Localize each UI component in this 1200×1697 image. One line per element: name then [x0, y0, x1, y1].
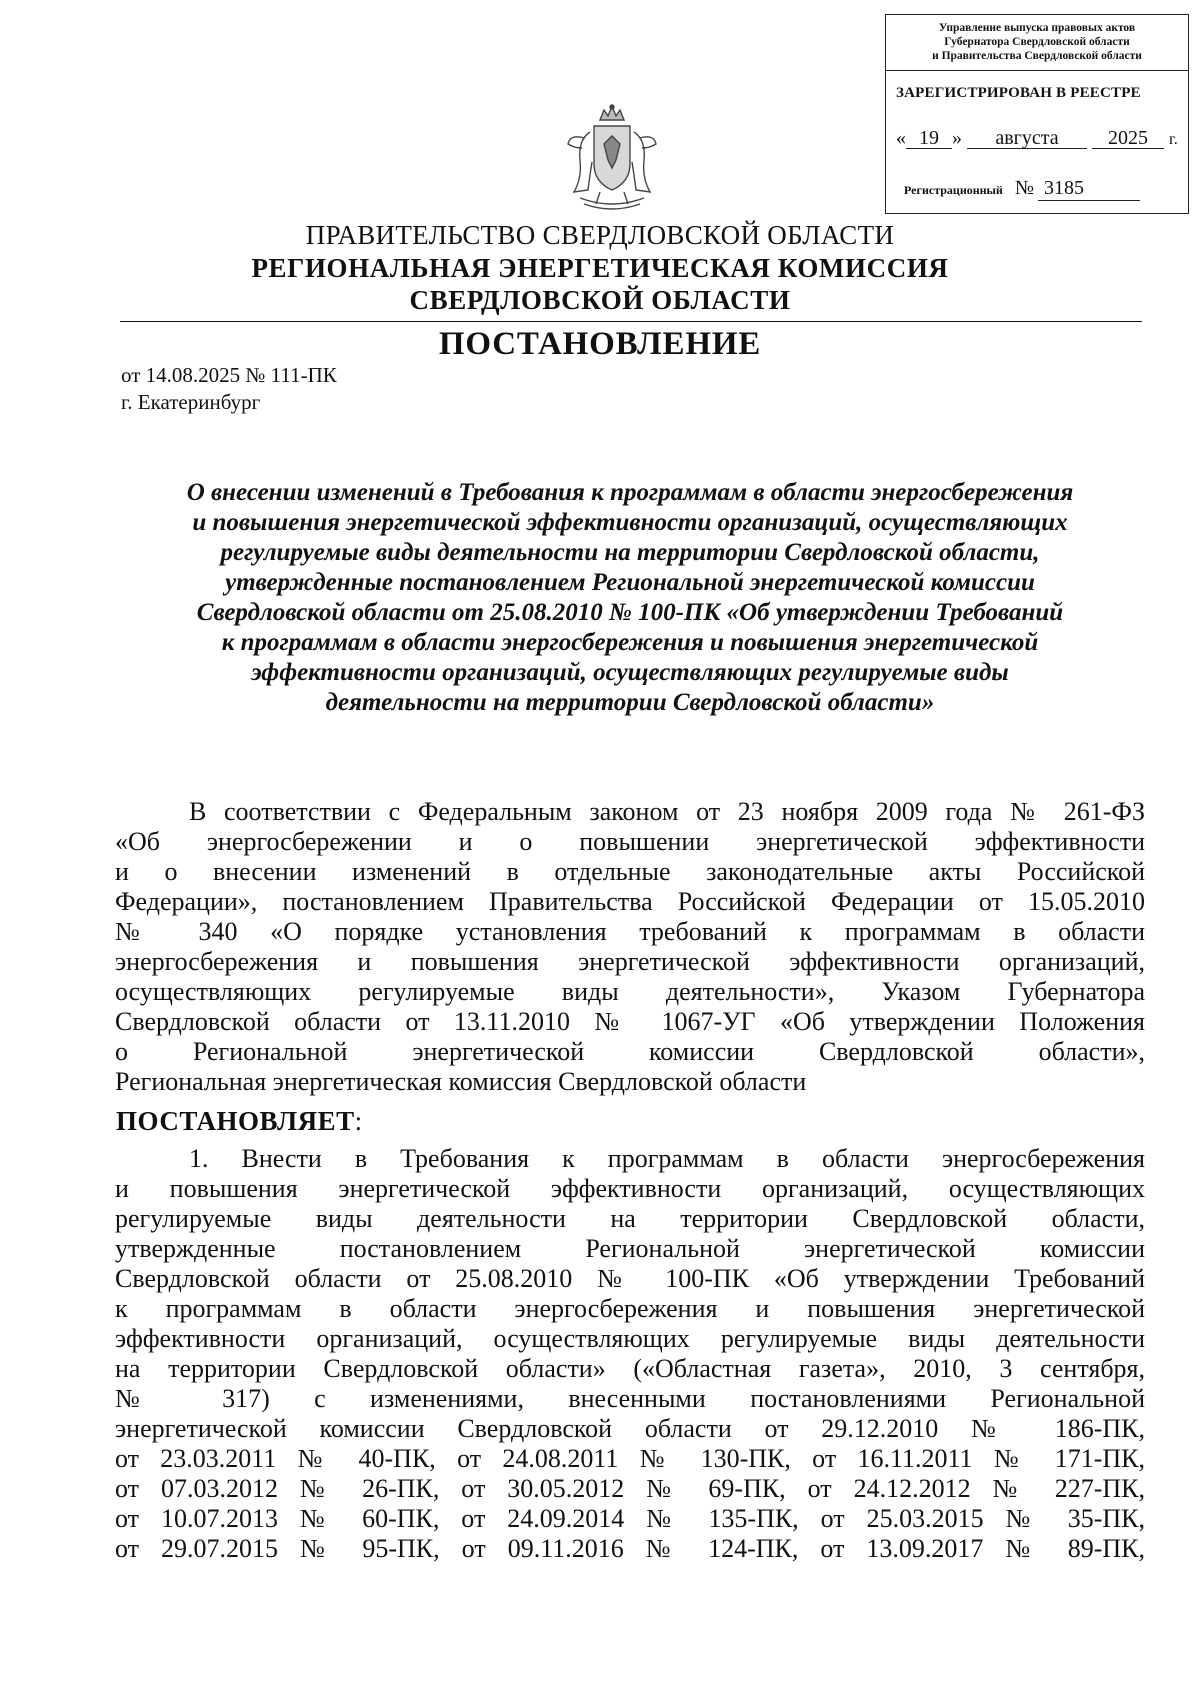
stamp-registered-label: ЗАРЕГИСТРИРОВАН В РЕЕСТРЕ	[896, 85, 1141, 101]
document-type-title: ПОСТАНОВЛЕНИЕ	[438, 326, 762, 362]
decree-word: ПОСТАНОВЛЯЕТ	[116, 1106, 355, 1136]
stamp-date-day: 19	[906, 128, 952, 149]
preamble-line: В соответствии с Федеральным законом от 23 ноября 2009 года № 261-ФЗ	[189, 797, 1145, 826]
item-1-line: 1. Внести в Требования к программам в области энергосбережения	[189, 1144, 1145, 1173]
item-1-line: к программам в области энергосбережения и повышения энергетической	[115, 1294, 1145, 1323]
item-1-line: эффективности организаций, осуществляющих регулируемые виды деятельности	[115, 1324, 1145, 1353]
item-1-line: утвержденные постановлением Региональной энергетической комиссии	[115, 1234, 1145, 1263]
stamp-header-line: Губернатора Свердловской области	[944, 36, 1130, 48]
preamble-line: осуществляющих регулируемые виды деятельности», Указом Губернатора	[115, 977, 1145, 1006]
document-city: г. Екатеринбург	[121, 390, 261, 414]
stamp-date-close-quote: »	[952, 127, 962, 149]
commission-name-line1: РЕГИОНАЛЬНАЯ ЭНЕРГЕТИЧЕСКАЯ КОМИССИЯ	[251, 253, 949, 283]
stamp-header-line: Управление выпуска правовых актов	[938, 22, 1136, 34]
decree-colon: :	[354, 1106, 363, 1136]
item-1-line: от 07.03.2012 № 26-ПК, от 30.05.2012 № 69-ПК, от 24.12.2012 № 227-ПК,	[115, 1474, 1145, 1503]
title-line: деятельности на территории Свердловской области»	[325, 689, 935, 716]
preamble-paragraph	[115, 797, 1145, 1097]
title-line: О внесении изменений в Требования к программам в области энергосбережения	[186, 479, 1074, 506]
stamp-date-month: августа	[967, 128, 1087, 149]
title-line: и повышения энергетической эффективности организаций, осуществляющих	[192, 509, 1068, 536]
preamble-line: энергосбережения и повышения энергетической эффективности организаций,	[115, 947, 1145, 976]
preamble-line: о Региональной энергетической комиссии Свердловской области»,	[115, 1037, 1145, 1066]
stamp-header-line: и Правительства Свердловской области	[932, 50, 1142, 62]
stamp-reg-label: Регистрационный	[904, 183, 1003, 197]
preamble-line: «Об энергосбережении и о повышении энергетической эффективности	[115, 827, 1145, 856]
preamble-line: Федерации», постановлением Правительства Российской Федерации от 15.05.2010	[115, 887, 1145, 916]
title-line: утвержденные постановлением Региональной энергетической комиссии	[225, 569, 1035, 596]
registration-stamp	[885, 14, 1189, 214]
document-subject-title	[115, 478, 1145, 718]
item-1-line: Свердловской области от 25.08.2010 № 100-ПК «Об утверждении Требований	[115, 1264, 1145, 1293]
preamble-line: Свердловской области от 13.11.2010 № 1067-УГ «Об утверждении Положения	[115, 1007, 1145, 1036]
header-divider	[120, 321, 1142, 322]
item-1-line: энергетической комиссии Свердловской области от 29.12.2010 № 186-ПК,	[115, 1414, 1145, 1443]
stamp-header	[886, 15, 1188, 71]
item-1-line: от 29.07.2015 № 95-ПК, от 09.11.2016 № 124-ПК, от 13.09.2017 № 89-ПК,	[115, 1534, 1145, 1563]
decree-heading	[116, 1106, 363, 1137]
item-1-paragraph	[115, 1144, 1145, 1564]
stamp-reg-number-value: 3185	[1038, 177, 1140, 201]
item-1-line: на территории Свердловской области» («Областная газета», 2010, 3 сентября,	[115, 1354, 1145, 1383]
coat-of-arms-icon	[560, 104, 664, 212]
title-line: регулируемые виды деятельности на территории Свердловской области,	[220, 539, 1040, 566]
title-line: к программам в области энергосбережения и повышения энергетической	[221, 629, 1039, 656]
item-1-line: от 10.07.2013 № 60-ПК, от 24.09.2014 № 135-ПК, от 25.03.2015 № 35-ПК,	[115, 1504, 1145, 1533]
government-name: ПРАВИТЕЛЬСТВО СВЕРДЛОВСКОЙ ОБЛАСТИ	[305, 220, 895, 250]
title-line: Свердловской области от 25.08.2010 № 100-ПК «Об утверждении Требований	[196, 599, 1064, 626]
item-1-line: регулируемые виды деятельности на территории Свердловской области,	[115, 1204, 1145, 1233]
stamp-date-year: 2025	[1092, 128, 1164, 149]
preamble-line: Региональная энергетическая комиссия Свердловской области	[115, 1067, 807, 1096]
item-1-line: от 23.03.2011 № 40-ПК, от 24.08.2011 № 130-ПК, от 16.11.2011 № 171-ПК,	[115, 1444, 1145, 1473]
preamble-line: № 340 «О порядке установления требований к программам в области	[115, 917, 1145, 946]
stamp-date-open-quote: «	[896, 127, 906, 149]
item-1-line: № 317) с изменениями, внесенными постановлениями Региональной	[115, 1384, 1145, 1413]
stamp-date-year-suffix: г.	[1169, 131, 1178, 148]
document-date-number: от 14.08.2025 № 111-ПК	[121, 363, 337, 387]
stamp-reg-number	[904, 177, 1140, 201]
preamble-line: и о внесении изменений в отдельные законодательные акты Российской	[115, 857, 1145, 886]
commission-name-line2: СВЕРДЛОВСКОЙ ОБЛАСТИ	[409, 285, 791, 315]
title-line: эффективности организаций, осуществляющих регулируемые виды	[251, 659, 1009, 686]
stamp-number-sign: №	[1014, 177, 1034, 199]
item-1-line: и повышения энергетической эффективности организаций, осуществляющих	[115, 1174, 1145, 1203]
stamp-date	[896, 127, 1178, 150]
